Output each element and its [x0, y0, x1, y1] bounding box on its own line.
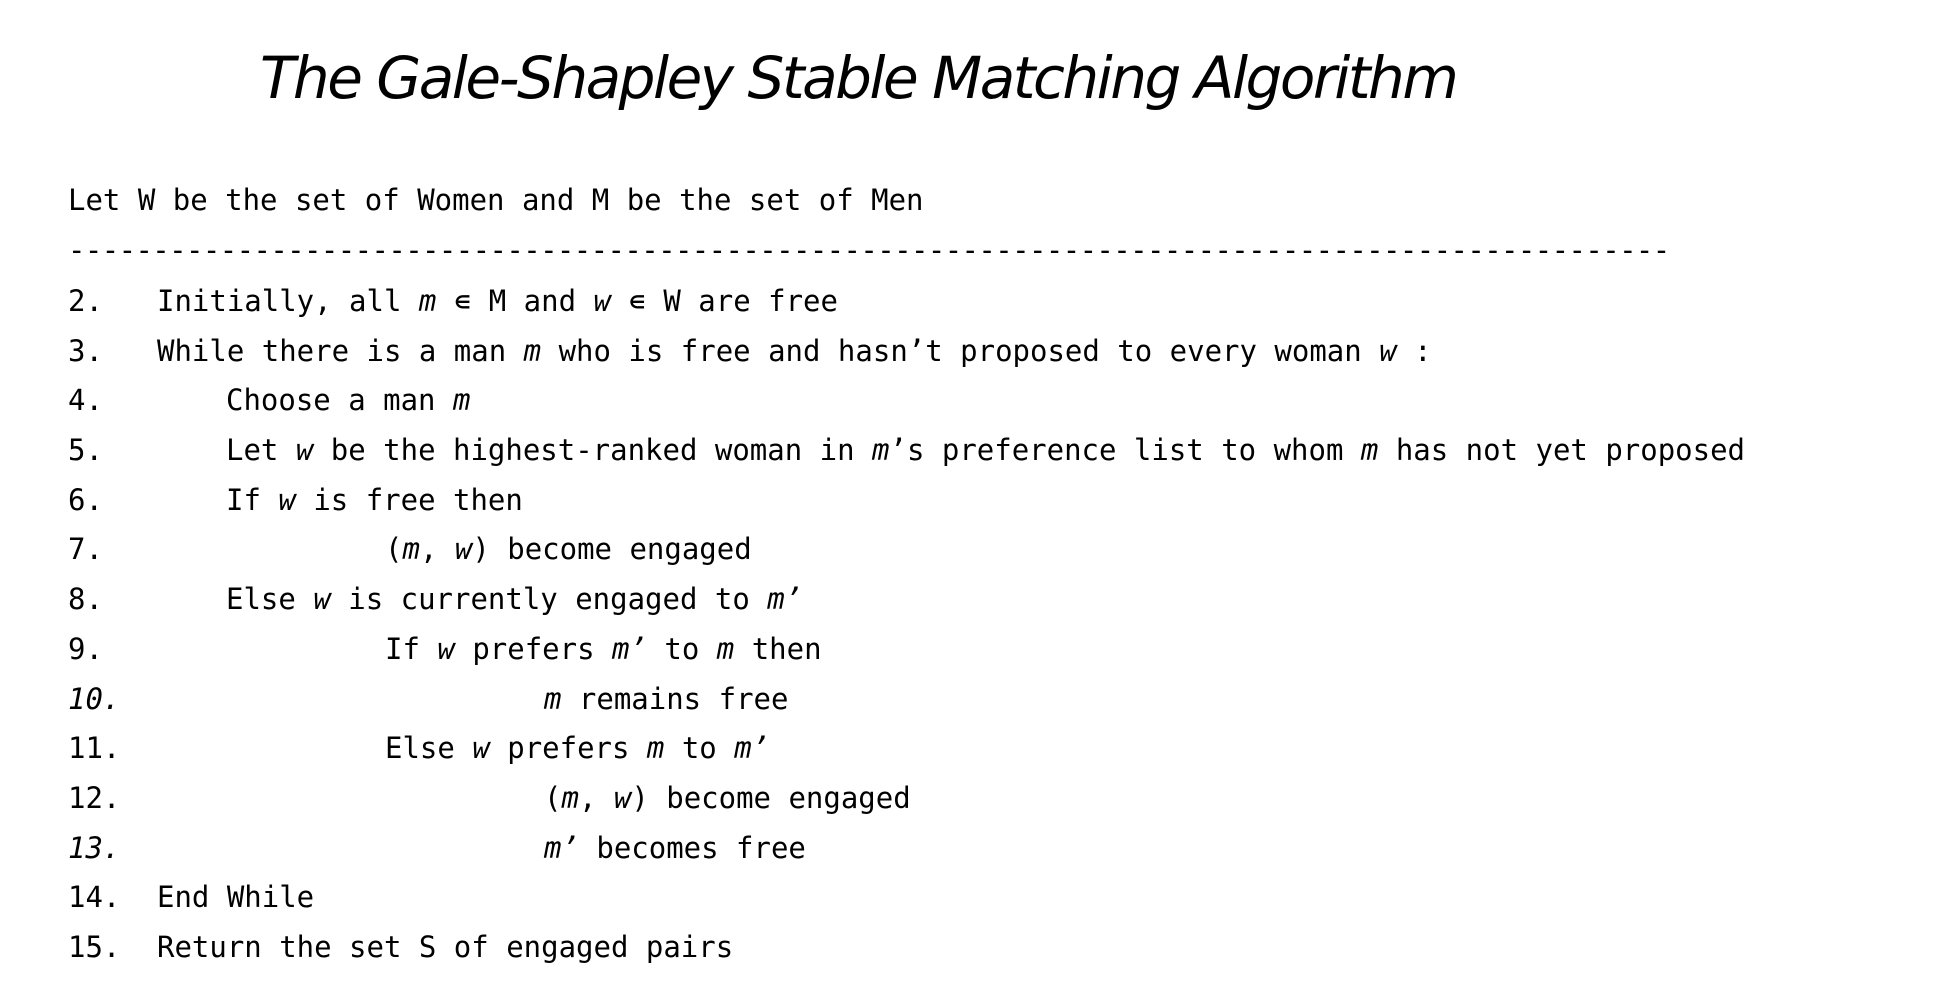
step-text-segment: If [226, 482, 279, 517]
math-variable: m [452, 383, 471, 418]
step-text-segment: , [578, 780, 614, 815]
step-text-segment: Let [226, 433, 296, 468]
step-text-segment: is currently engaged to [330, 582, 768, 617]
step-text-segment: is free then [295, 482, 523, 517]
step-text-segment: : [1396, 333, 1432, 368]
math-variable: m’ [544, 830, 579, 865]
step-text-segment: then [734, 631, 822, 666]
step-text-segment: has not yet proposed [1378, 433, 1746, 468]
math-variable: m’ [612, 631, 647, 666]
step-text-segment: Choose a man [226, 383, 453, 418]
step-text-segment: Initially, all [157, 284, 419, 318]
math-variable: m [523, 333, 542, 368]
step-number: 3. [68, 333, 103, 368]
step-text [157, 284, 838, 318]
math-variable: w [593, 284, 611, 318]
step-text-segment: ) become engaged [472, 532, 752, 567]
step-text [157, 930, 733, 964]
step-text [226, 483, 523, 517]
step-number: 12. [68, 780, 121, 815]
step-number: 11. [68, 731, 121, 766]
step-text-segment: to [646, 631, 717, 666]
step-text [226, 433, 1745, 467]
step-number: 5. [68, 433, 103, 468]
step-text-segment: Return the set S of engaged pairs [157, 929, 734, 964]
math-variable: m [1360, 433, 1379, 468]
step-text-segment: be the highest-ranked woman in [313, 433, 873, 468]
step-text-segment: End While [157, 880, 315, 915]
step-text [157, 880, 314, 914]
math-variable: w [313, 582, 331, 617]
step-number: 14. [68, 880, 121, 915]
math-variable: w [613, 780, 632, 815]
step-text-segment: , [419, 532, 455, 567]
step-text [226, 582, 802, 616]
math-variable: m’ [767, 582, 803, 617]
step-number: 9. [68, 631, 103, 666]
step-text-segment: ) become engaged [631, 780, 911, 815]
math-variable: m [872, 433, 890, 468]
step-number: 15. [68, 929, 121, 964]
math-variable: m [561, 780, 579, 815]
step-text-segment: ∊ W are free [610, 284, 838, 318]
math-variable: w [295, 433, 314, 468]
step-text [385, 532, 752, 566]
step-number: 13. [68, 830, 121, 865]
divider: ----------------------------------------------------------------------------------------------- [68, 233, 1670, 267]
step-number: 7. [68, 532, 103, 567]
step-text-segment: becomes free [578, 830, 806, 865]
step-number: 8. [68, 582, 103, 617]
math-variable: m [402, 532, 420, 567]
step-text-segment: ’s preference list to whom [889, 433, 1361, 468]
math-variable: w [1379, 333, 1397, 368]
step-text-segment: remains free [561, 681, 789, 716]
math-variable: m [646, 731, 665, 766]
math-variable: m [716, 631, 735, 666]
math-variable: w [454, 532, 473, 567]
math-variable: m [418, 284, 437, 318]
intro-text: Let W be the set of Women and M be the set of Men [68, 183, 924, 217]
math-variable: w [472, 731, 490, 766]
page-title: The Gale-Shapley Stable Matching Algorithm [260, 44, 1457, 112]
step-text [157, 334, 1432, 368]
step-text [385, 731, 769, 765]
math-variable: w [278, 482, 296, 517]
math-variable: m [544, 681, 562, 716]
step-text [544, 682, 788, 716]
step-text-segment: Else [226, 582, 314, 617]
step-text-segment: While there is a man [157, 333, 524, 368]
step-number: 6. [68, 482, 103, 517]
math-variable: w [437, 631, 455, 666]
step-text-segment: who is free and hasn’t proposed to every woman [541, 333, 1380, 368]
step-text-segment: ( [385, 532, 403, 567]
step-text [385, 632, 822, 666]
step-number: 10. [68, 681, 121, 716]
step-text-segment: ∊ M and [436, 284, 594, 318]
step-text [226, 383, 470, 417]
step-number: 2. [68, 284, 103, 318]
step-text [544, 831, 806, 865]
step-text-segment: prefers [454, 631, 612, 666]
step-text-segment: prefers [489, 731, 647, 766]
step-number: 4. [68, 383, 103, 418]
step-text [544, 781, 911, 815]
step-text-segment: to [664, 731, 735, 766]
step-text-segment: Else [385, 731, 473, 766]
step-text-segment: If [385, 631, 438, 666]
step-text-segment: ( [544, 780, 562, 815]
math-variable: m’ [734, 731, 770, 766]
